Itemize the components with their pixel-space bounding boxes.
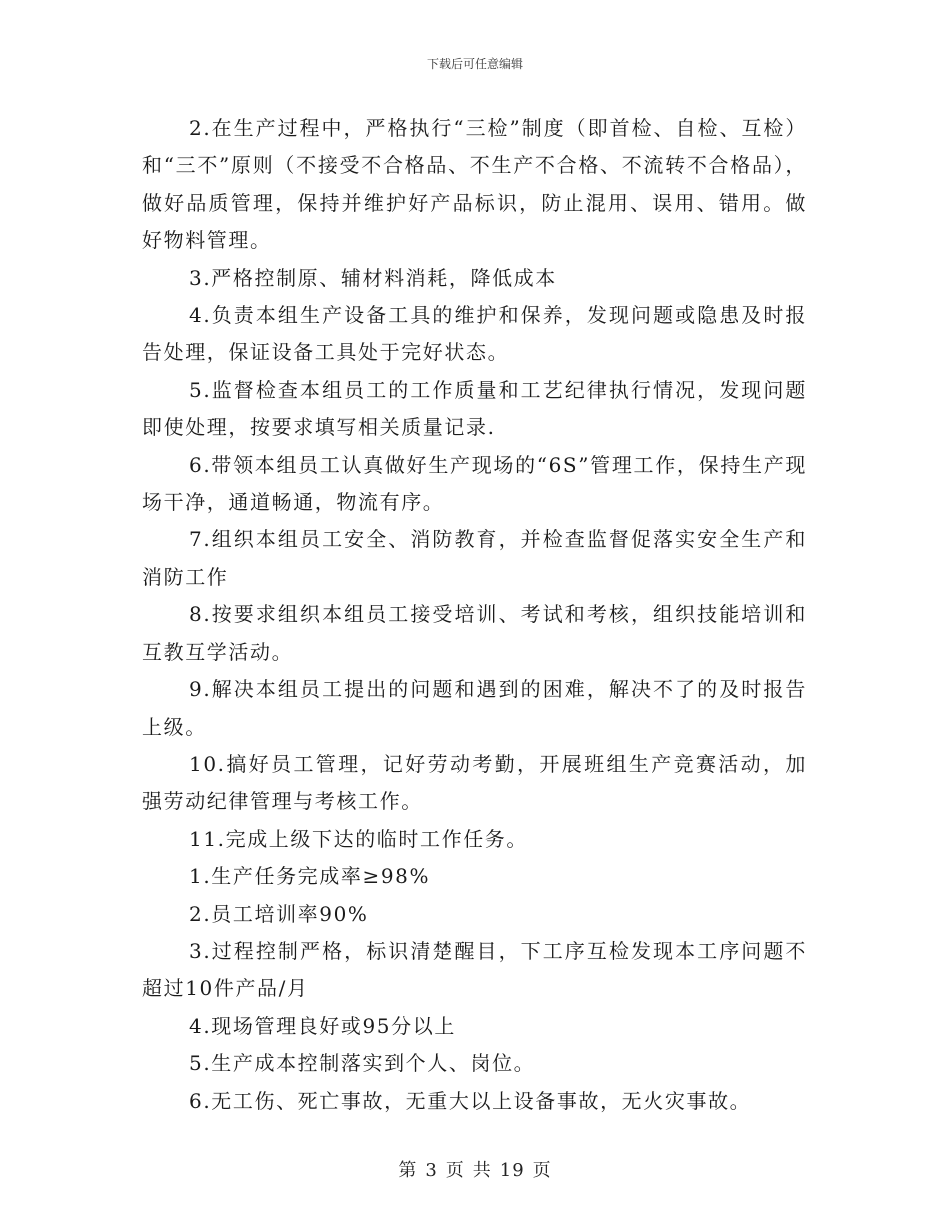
paragraph-duty-5: 5.监督检查本组员工的工作质量和工艺纪律执行情况，发现问题即使处理，按要求填写相关质量记录. [142,377,807,440]
paragraph-kpi-2: 2.员工培训率90% [189,901,369,926]
paragraph-duty-3: 3.严格控制原、辅材料消耗，降低成本 [189,265,557,290]
paragraph-kpi-1: 1.生产任务完成率≥98% [189,864,431,889]
paragraph-kpi-5: 5.生产成本控制落实到个人、岗位。 [189,1051,536,1076]
paragraph-kpi-6: 6.无工伤、死亡事故，无重大以上设备事故，无火灾事故。 [189,1088,752,1113]
footer-page-total: 19 [499,1160,525,1181]
footer-label-gong: 共 [472,1160,492,1181]
paragraph-kpi-3: 3.过程控制严格，标识清楚醒目，下工序互检发现本工序问题不超过10件产品/月 [142,938,807,1001]
paragraph-duty-6: 6.带领本组员工认真做好生产现场的“6S”管理工作，保持生产现场干净，通道畅通，物流有序。 [142,452,807,515]
paragraph-duty-4: 4.负责本组生产设备工具的维护和保养，发现问题或隐患及时报告处理，保证设备工具处于完好状态。 [142,303,807,365]
header-note: 下载后可任意编辑 [426,57,523,71]
paragraph-kpi-4: 4.现场管理良好或95分以上 [189,1013,456,1038]
page-footer [0,1156,950,1182]
document-body [142,110,807,1120]
footer-label-ye: 页 [445,1160,465,1181]
paragraph-duty-11: 11.完成上级下达的临时工作任务。 [189,826,529,851]
paragraph-duty-8: 8.按要求组织本组员工接受培训、考试和考核，组织技能培训和互教互学活动。 [142,602,807,664]
paragraph-duty-7: 7.组织本组员工安全、消防教育，并检查监督促落实安全生产和消防工作 [142,527,807,589]
footer-page-current: 3 [425,1160,438,1181]
paragraph-duty-10: 10.搞好员工管理，记好劳动考勤，开展班组生产竞赛活动，加强劳动纪律管理与考核工作。 [142,751,807,814]
paragraph-duty-9: 9.解决本组员工提出的问题和遇到的困难，解决不了的及时报告上级。 [142,677,807,739]
footer-label-di: 第 [398,1160,418,1181]
paragraph-duty-2: 2.在生产过程中，严格执行“三检”制度（即首检、自检、互检）和“三不”原则（不接受不合格品、不生产不合格、不流转不合格品），做好品质管理，保持并维护好产品标识，防止混用、误用、错用。做好物料管理。 [142,116,807,253]
footer-label-ye-end: 页 [532,1160,552,1181]
